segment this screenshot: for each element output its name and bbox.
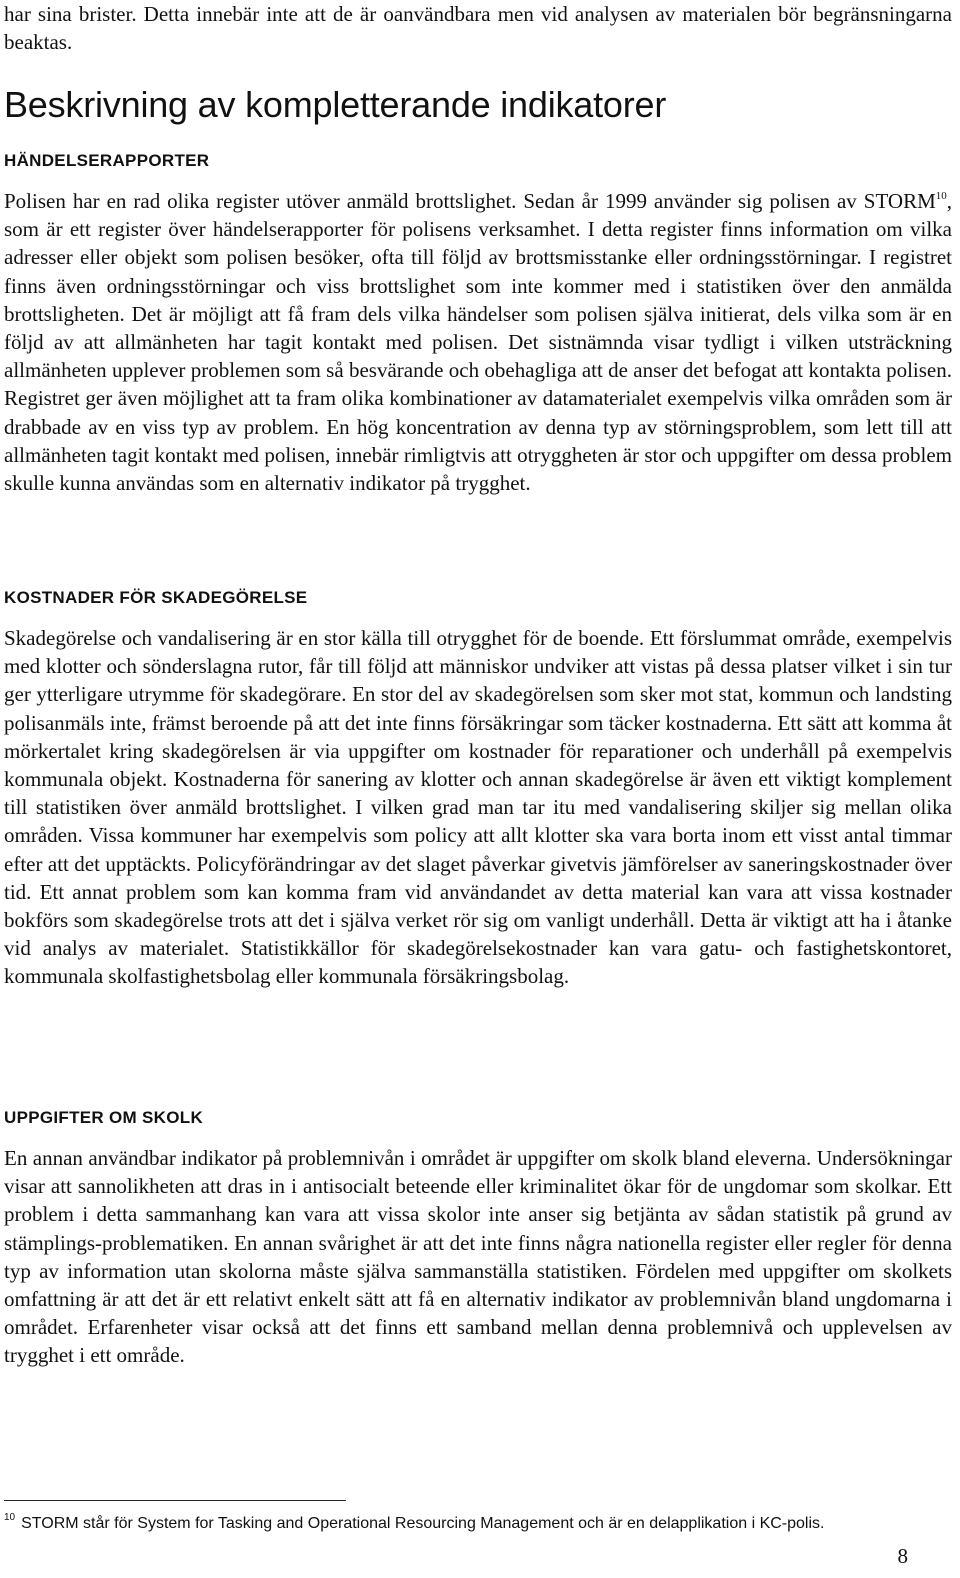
intro-paragraph: har sina brister. Detta innebär inte att de är oanvändbara men vid analysen av materialen bör begränsningarna beaktas. [4,2,952,55]
subheading-handelserapporter: HÄNDELSERAPPORTER [4,151,210,170]
page-number: 8 [897,1544,908,1568]
footnote-reference: 10 [935,190,947,202]
paragraph-text-after-note: , som är ett register över händelserapporter för polisens verksamhet. I detta register finns information om vilka adresser eller objekt som polisen besöker, ofta till följd av brottsmisstanke eller ordningsstörningar. I registret finns även ordningsstörningar och viss brottslighet som inte kommer med i statistiken över den anmälda brottsligheten. Det är möjligt att få fram dels vilka händelser som polisen själva initierat, dels vilka som är en följd av att allmänheten har tagit kontakt med polisen. Det sistnämnda visar tydligt i vilken utsträckning allmänheten upplever problemen som så besvärande och obehagliga att de anser det befogat att kontakta polisen. Registret ger även möjlighet att ta fram olika kombinationer av datamaterialet exempelvis vilka områden som är drabbade av en viss typ av problem. En hög koncentration av denna typ av störningsproblem, som lett till att allmänheten tagit kontakt med polisen, innebär rimligtvis att otryggheten är stor och uppgifter om dessa problem skulle kunna användas som en alternativ indikator på trygghet. [4,189,952,496]
footnote-text: STORM står för System for Tasking and Operational Resourcing Management och är en delapplikation i KC-polis. [21,1515,825,1532]
footnote-divider [4,1500,346,1501]
subheading-uppgifter-om-skolk: UPPGIFTER OM SKOLK [4,1108,204,1127]
section-title: Beskrivning av kompletterande indikatorer [4,84,667,125]
footnote-number: 10 [4,1512,16,1523]
paragraph-kostnader-for-skadegorelse: Skadegörelse och vandalisering är en stor källa till otrygghet för de boende. Ett förslummat område, exempelvis med klotter och sönderslagna rutor, får till följd att människor undviker att vistas på dessa platser vilket i sin tur ger ytterligare utrymme för skadegörare. En stor del av skadegörelsen som sker mot stat, kommun och landsting polisanmäls inte, främst beroende på att det inte finns försäkringar som täcker kostnaderna. Ett sätt att komma åt mörkertalet kring skadegörelsen är via uppgifter om kostnader för reparationer och underhåll på exempelvis kommunala objekt. Kostnaderna för sanering av klotter och annan skadegörelse är även ett viktigt komplement till statistiken över anmäld brottslighet. I vilken grad man tar itu med vandalisering skiljer sig mellan olika områden. Vissa kommuner har exempelvis som policy att allt klotter ska vara borta inom ett visst antal timmar efter att det upptäckts. Policyförändringar av det slaget påverkar givetvis jämförelser av saneringskostnader över tid. Ett annat problem som kan komma fram vid användandet av detta material kan vara att vissa kostnader bokförs som skadegörelse trots att det i själva verket rör sig om vanligt underhåll. Detta är viktigt att ha i åtanke vid analys av materialet. Statistikkällor för skadegörelsekostnader kan vara gatu- och fastighetskontoret, kommunala skolfastighetsbolag eller kommunala försäkringsbolag. [4,626,952,989]
paragraph-uppgifter-om-skolk: En annan användbar indikator på problemnivån i området är uppgifter om skolk bland eleverna. Undersökningar visar att sannolikheten att dras in i antisocialt beteende eller kriminalitet ökar för de ungdomar som skolkar. Ett problem i detta sammanhang kan vara att vissa skolor inte anser sig betjänta av sådan statistik på grund av stämplings-problematiken. En annan svårighet är att det inte finns några nationella register eller regler för denna typ av information utan skolorna måste själva sammanställa statistiken. Fördelen med uppgifter om skolkets omfattning är att det är ett relativt enkelt sätt att få en alternativ indikator av problemnivån bland ungdomarna i området. Erfarenheter visar också att det finns ett samband mellan denna problemnivå och upplevelsen av trygghet i ett område. [4,1146,952,1368]
footnote [4,1513,954,1535]
subheading-kostnader-for-skadegorelse: KOSTNADER FÖR SKADEGÖRELSE [4,588,308,607]
paragraph-handelserapporter [4,187,952,497]
paragraph-text-before-note: Polisen har en rad olika register utöver anmäld brottslighet. Sedan år 1999 använder sig polisen av STORM [4,189,936,213]
